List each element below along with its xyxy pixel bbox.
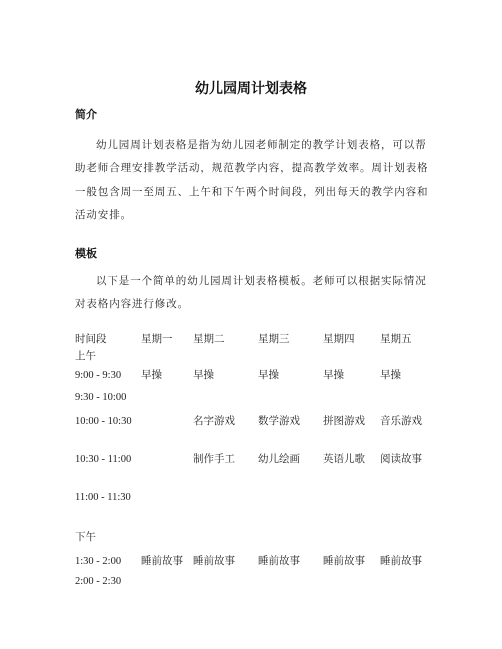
table-row	[75, 412, 445, 450]
header-cell-time: 时间段	[75, 333, 107, 345]
table-cell: 早操	[193, 369, 214, 381]
table-row	[75, 450, 445, 488]
table-cell: 睡前故事	[193, 555, 235, 567]
section-heading-intro: 简介	[75, 108, 97, 121]
table-cell: 阅读故事	[380, 453, 422, 465]
table-cell: 早操	[380, 369, 401, 381]
table-cell: 1:30 - 2:00	[75, 556, 122, 567]
table-row	[75, 488, 445, 528]
table-cell: 2:00 - 2:30	[75, 576, 122, 587]
table-cell: 9:00 - 9:30	[75, 370, 122, 381]
table-cell: 早操	[141, 369, 162, 381]
table-row	[75, 552, 445, 572]
table-cell: 11:00 - 11:30	[75, 492, 131, 503]
table-cell: 早操	[258, 369, 279, 381]
table-row	[75, 528, 445, 552]
table-cell: 睡前故事	[380, 555, 422, 567]
table-cell: 制作手工	[193, 453, 235, 465]
intro-paragraph: 幼儿园周计划表格是指为幼儿园老师制定的教学计划表格，可以帮助老师合理安排教学活动，规范教学内容，提高教学效率。周计划表格一般包含周一至周五、上午和下午两个时间段，列出每天的教学内容和活动安排。	[75, 139, 429, 221]
template-paragraph: 以下是一个简单的幼儿园周计划表格模板。老师可以根据实际情况对表格内容进行修改。	[75, 275, 427, 311]
table-row	[75, 350, 445, 366]
table-cell: 数学游戏	[258, 415, 300, 427]
table-cell: 拼图游戏	[323, 415, 365, 427]
table-cell: 10:00 - 10:30	[75, 416, 132, 427]
table-cell: 早操	[323, 369, 344, 381]
table-cell: 9:30 - 10:00	[75, 392, 127, 403]
header-cell-friday: 星期五	[380, 333, 412, 345]
table-cell: 睡前故事	[323, 555, 365, 567]
table-cell: 名字游戏	[193, 415, 235, 427]
header-cell-monday: 星期一	[141, 333, 173, 345]
table-cell: 上午	[75, 350, 96, 362]
header-cell-tuesday: 星期二	[193, 333, 225, 345]
table-cell: 幼儿绘画	[258, 453, 300, 465]
table-cell: 10:30 - 11:00	[75, 454, 132, 465]
table-row	[75, 366, 445, 388]
table-cell: 音乐游戏	[380, 415, 422, 427]
page-title: 幼儿园周计划表格	[195, 81, 307, 97]
table-cell: 睡前故事	[141, 555, 183, 567]
table-cell: 英语儿歌	[323, 453, 365, 465]
header-cell-wednesday: 星期三	[258, 333, 290, 345]
schedule-table	[75, 330, 445, 592]
table-row	[75, 572, 445, 592]
header-cell-thursday: 星期四	[323, 333, 355, 345]
table-row	[75, 388, 445, 412]
table-cell: 睡前故事	[258, 555, 300, 567]
table-cell: 下午	[75, 531, 96, 543]
section-heading-template: 模板	[75, 247, 97, 260]
table-header-row	[75, 330, 445, 350]
